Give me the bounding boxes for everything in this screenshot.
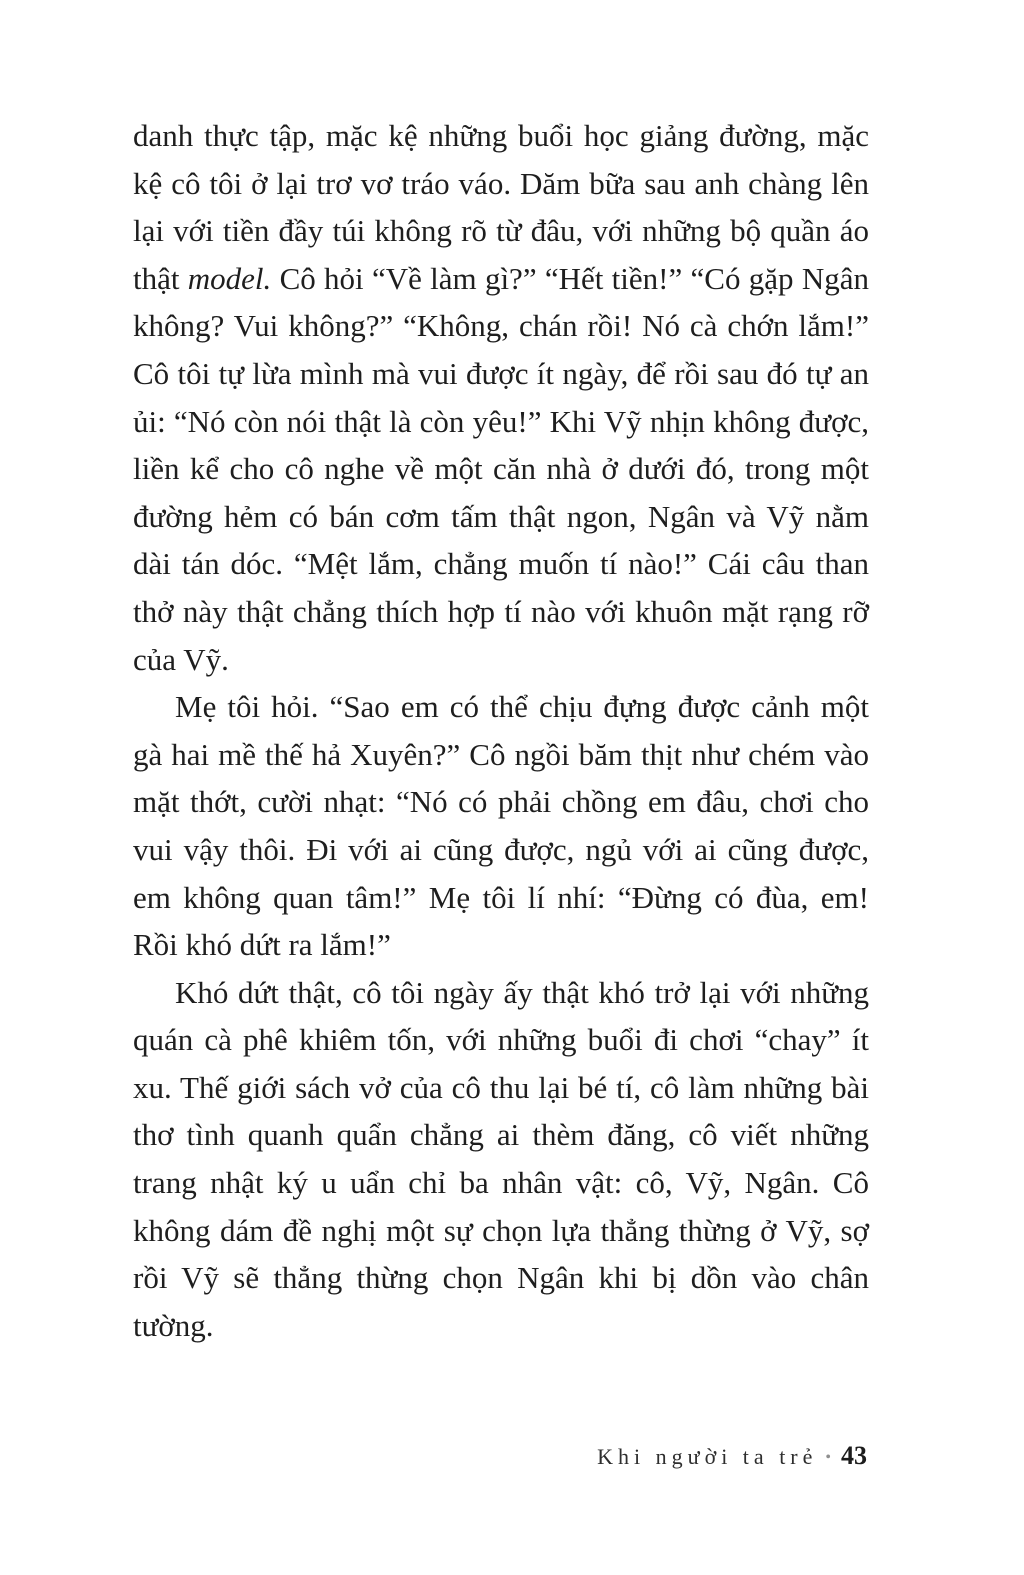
paragraph: Mẹ tôi hỏi. “Sao em có thể chịu đựng được cảnh một gà hai mề thế hả Xuyên?” Cô ngồi băm thịt như chém vào mặt thớt, cười nhạt: “Nó có phải chồng em đâu, chơi cho vui vậy thôi. Đi với ai cũng được, ngủ với ai cũng được, em không quan tâm!” Mẹ tôi lí nhí: “Đừng có đùa, em! Rồi khó dứt ra lắm!” (133, 689, 869, 963)
body-text (133, 112, 869, 1349)
page-footer (597, 1441, 867, 1471)
running-title: Khi người ta trẻ (597, 1444, 818, 1469)
italic-word: model. (187, 260, 272, 296)
separator-dot-icon: • (825, 1449, 831, 1466)
paragraph: Khó dứt thật, cô tôi ngày ấy thật khó trở lại với những quán cà phê khiêm tốn, với những buổi đi chơi “chay” ít xu. Thế giới sách vở của cô thu lại bé tí, cô làm những bài thơ tình quanh quẩn chẳng ai thèm đăng, cô viết những trang nhật ký u uẩn chỉ ba nhân vật: cô, Vỹ, Ngân. Cô không dám đề nghị một sự chọn lựa thẳng thừng ở Vỹ, sợ rồi Vỹ sẽ thẳng thừng chọn Ngân khi bị dồn vào chân tường. (133, 974, 869, 1343)
paragraph-text: Cô hỏi “Về làm gì?” “Hết tiền!” “Có gặp Ngân không? Vui không?” “Không, chán rồi! Nó cà chớn lắm!” Cô tôi tự lừa mình mà vui được ít ngày, để rồi sau đó tự an ủi: “Nó còn nói thật là còn yêu!” Khi Vỹ nhịn không được, liền kể cho cô nghe về một căn nhà ở dưới đó, trong một đường hẻm có bán cơm tấm thật ngon, Ngân và Vỹ nằm dài tán dóc. “Mệt lắm, chẳng muốn tí nào!” Cái câu than thở này thật chẳng thích hợp tí nào với khuôn mặt rạng rỡ của Vỹ. (133, 260, 869, 677)
paragraph (133, 112, 869, 683)
page-number: 43 (841, 1441, 867, 1470)
paragraph-text: danh thực tập, mặc kệ những buổi học giảng đường, mặc kệ cô tôi ở lại trơ vơ tráo váo. Dăm bữa sau anh chàng lên lại với tiền đầy túi không rõ từ đâu, với những bộ quần áo thật (133, 118, 869, 296)
